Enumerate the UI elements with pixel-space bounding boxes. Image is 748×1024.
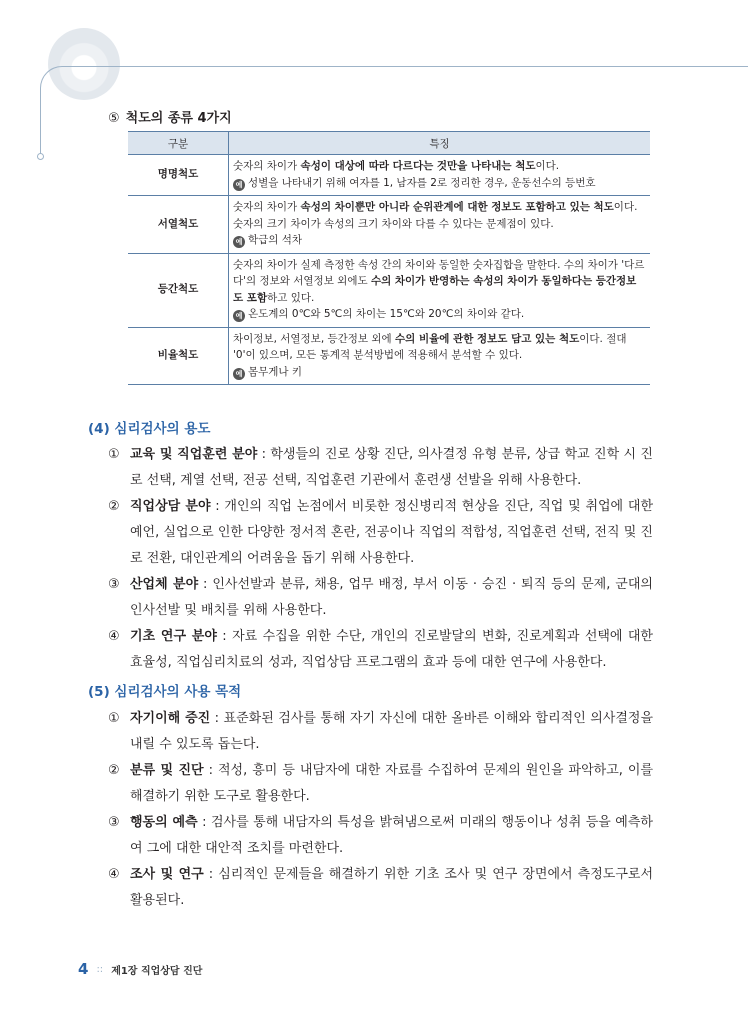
example-badge-icon: 예 xyxy=(233,310,245,322)
example-text: 학급의 석차 xyxy=(248,234,303,246)
item-marker: ① xyxy=(108,711,120,726)
plain-text: 이다. xyxy=(535,160,560,172)
item-text: : 심리적인 문제들을 해결하기 위한 기초 조사 및 연구 장면에서 측정도구로서 활용된다. xyxy=(130,867,654,908)
scale-description-text xyxy=(233,257,646,307)
scale-description xyxy=(229,253,651,327)
section5-number: ⑤ xyxy=(108,111,120,126)
item-marker: ④ xyxy=(108,629,120,644)
example-text: 온도계의 0℃와 5℃의 차이는 15℃와 20℃의 차이와 같다. xyxy=(248,308,525,320)
item-text: : 인사선발과 분류, 채용, 업무 배정, 부서 이동 · 승진 · 퇴직 등의 문제, 군대의 인사선발 및 배치를 위해 사용한다. xyxy=(130,577,653,618)
list-item xyxy=(108,862,653,914)
item-text: : 자료 수집을 위한 수단, 개인의 진로발달의 변화, 진로계획과 선택에 대한 효율성, 직업심리치료의 성과, 직업상담 프로그램의 효과 등에 대한 연구에 사용한다. xyxy=(130,629,653,670)
scale-description xyxy=(229,196,651,254)
section4-title: (4) 심리검사의 용도 xyxy=(88,421,211,437)
example-text: 성별을 나타내기 위해 여자를 1, 남자를 2로 정리한 경우, 운동선수의 등번호 xyxy=(248,176,596,189)
item-text: : 적성, 흥미 등 내담자에 대한 자료를 수집하여 문제의 원인을 파악하고, 이를 해결하기 위한 도구로 활용한다. xyxy=(130,763,653,804)
item-label: 교육 및 직업훈련 분야 xyxy=(130,447,258,462)
list-item xyxy=(108,572,653,624)
example-badge-icon: 예 xyxy=(233,179,245,191)
table-body xyxy=(128,155,650,385)
header-decoration-dot xyxy=(37,153,44,160)
scale-name: 등간척도 xyxy=(128,253,229,327)
scale-description xyxy=(229,155,651,196)
emphasis-text: 속성의 차이뿐만 아니라 순위관계에 대한 정보도 포함하고 있는 척도 xyxy=(300,201,614,213)
list-item xyxy=(108,442,653,494)
emphasis-text: 속성이 대상에 따라 다르다는 것만을 나타내는 척도 xyxy=(300,160,536,172)
item-label: 자기이해 증진 xyxy=(130,711,211,726)
item-marker: ① xyxy=(108,447,120,462)
example-badge-icon: 예 xyxy=(233,368,245,380)
page-number: 4 xyxy=(78,960,89,978)
list-item xyxy=(108,706,653,758)
scale-example xyxy=(233,364,646,381)
section5-title xyxy=(108,107,232,126)
example-badge-icon: 예 xyxy=(233,236,245,248)
section5b-list xyxy=(108,706,653,914)
table-row xyxy=(128,196,650,254)
plain-text: 하고 있다. xyxy=(267,291,315,304)
scale-description-text xyxy=(233,158,646,175)
item-marker: ② xyxy=(108,763,120,778)
page-footer xyxy=(78,960,202,978)
list-item xyxy=(108,624,653,676)
item-label: 조사 및 연구 xyxy=(130,867,204,882)
scale-example xyxy=(233,232,646,249)
item-marker: ④ xyxy=(108,867,120,882)
scale-description xyxy=(229,327,651,385)
table-row xyxy=(128,155,650,196)
chapter-title: 제1장 직업상담 진단 xyxy=(111,965,203,977)
emphasis-text: 수의 비율에 관한 정보도 담고 있는 척도 xyxy=(395,332,580,345)
table-row xyxy=(128,253,650,327)
section4-list xyxy=(108,442,653,676)
footer-separator: :: xyxy=(96,963,104,975)
item-label: 분류 및 진단 xyxy=(130,763,204,778)
plain-text: 이다. 절대 '0'이 있으며, 모든 통계적 분석방법에 적용해서 분석할 수 있다. xyxy=(233,332,627,361)
scale-types-table xyxy=(128,131,650,385)
scale-description-text xyxy=(233,331,646,364)
plain-text: 이다. 숫자의 크기 차이가 속성의 크기 차이와 다를 수 있다는 문제점이 있다. xyxy=(233,201,638,230)
item-marker: ② xyxy=(108,499,120,514)
item-label: 기초 연구 분야 xyxy=(130,629,217,644)
scale-name: 비율척도 xyxy=(128,327,229,385)
plain-text: 숫자의 차이가 xyxy=(233,201,301,213)
plain-text: 숫자의 차이가 xyxy=(233,160,301,172)
scale-name: 명명척도 xyxy=(128,155,229,196)
scale-example xyxy=(233,306,646,323)
list-item xyxy=(108,758,653,810)
section5-title-text: 척도의 종류 4가지 xyxy=(125,111,232,126)
plain-text: 숫자의 차이가 실제 측정한 속성 간의 차이와 동일한 숫자집합을 말한다. 수의 차이가 '다르다'의 정보와 서열정보 외에도 xyxy=(233,258,645,287)
scale-name: 서열척도 xyxy=(128,196,229,254)
item-text: : 검사를 통해 내담자의 특성을 밝혀냄으로써 미래의 행동이나 성취 등을 예측하여 그에 대한 대안적 조치를 마련한다. xyxy=(130,815,653,856)
item-marker: ③ xyxy=(108,815,120,830)
item-label: 행동의 예측 xyxy=(130,815,198,830)
item-text: : 표준화된 검사를 통해 자기 자신에 대한 올바른 이해와 합리적인 의사결정을 내릴 수 있도록 돕는다. xyxy=(130,711,654,752)
table-header-feature: 특징 xyxy=(229,132,651,155)
example-text: 몸무게나 키 xyxy=(248,365,303,378)
plain-text: 차이정보, 서열정보, 등간정보 외에 xyxy=(233,332,396,345)
table-header-category: 구분 xyxy=(128,132,229,155)
scale-example xyxy=(233,175,646,192)
item-text: : 학생들의 진로 상황 진단, 의사결정 유형 분류, 상급 학교 진학 시 진로 선택, 계열 선택, 전공 선택, 직업훈련 기관에서 훈련생 선발을 위해 사용한다. xyxy=(130,447,653,488)
item-label: 직업상담 분야 xyxy=(130,499,211,514)
emphasis-text: 수의 차이가 반영하는 속성의 차이가 동일하다는 등간정보도 포함 xyxy=(233,275,637,304)
table-row xyxy=(128,327,650,385)
table-header-row xyxy=(128,132,650,155)
item-marker: ③ xyxy=(108,577,120,592)
list-item xyxy=(108,494,653,572)
scale-description-text xyxy=(233,199,646,232)
section5b-title: (5) 심리검사의 사용 목적 xyxy=(88,684,242,700)
list-item xyxy=(108,810,653,862)
item-text: : 개인의 직업 논점에서 비롯한 정신병리적 현상을 진단, 직업 및 취업에 대한 예언, 실업으로 인한 다양한 정서적 혼란, 전공이나 직업의 적합성, 직업훈련 선택, 전직 및 진로 전환, 대인관계의 어려움을 돕기 위해 사용한다. xyxy=(130,499,654,566)
item-label: 산업체 분야 xyxy=(130,577,199,592)
